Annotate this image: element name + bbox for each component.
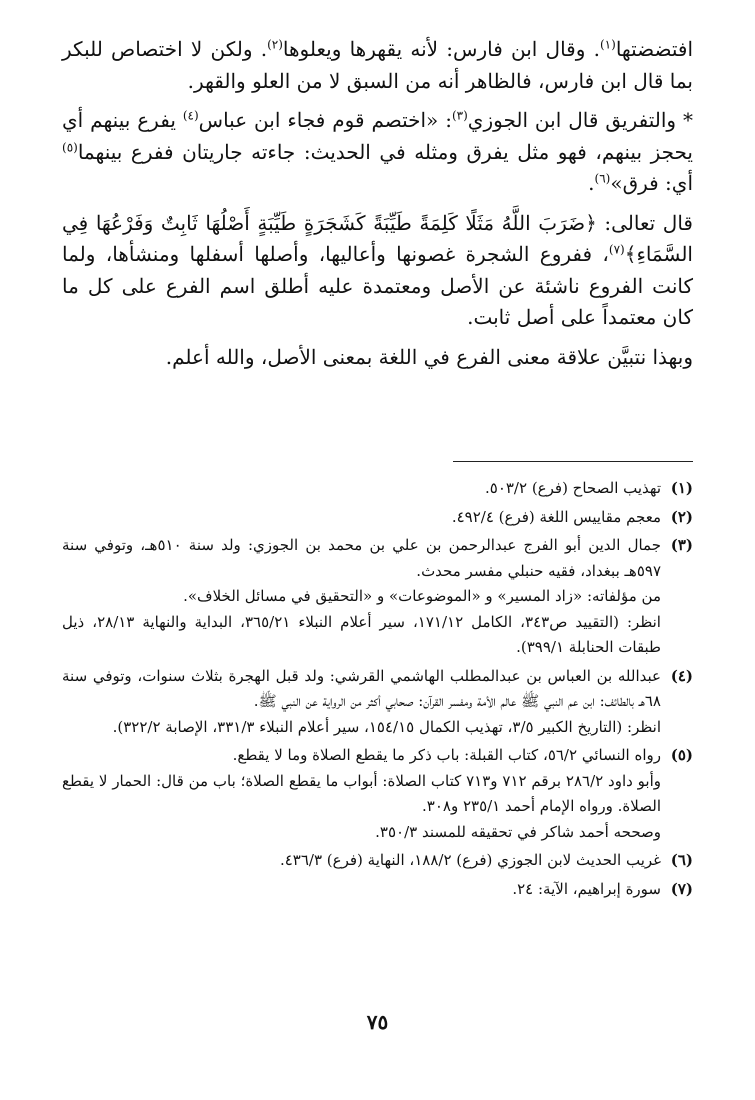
footnote-line: عبدالله بن العباس بن عبدالمطلب الهاشمي القرشي: ولد قبل الهجرة بثلاث سنوات، وتوفي سنة ٦٨هـ بالطائف: ابن عم النبي ﷺ عالم الأمة ومفسر القرآن: صحابي أكثر من الرواية عن النبي ﷺ. [62,666,661,710]
footnote-number: (٧) [670,879,693,898]
footnote-text [62,877,661,903]
footnote-item [62,877,693,903]
footnote-number: (٥) [670,746,693,764]
body-text-run: يفرع بينهم أي يحجز بينهم، فهو مثل يفرق ومثله في الحديث: جاءته جاريتان ففرع بينهما [62,108,693,164]
footnote-number: (٢) [670,507,693,526]
footnote-line: وصححه أحمد شاكر في تحقيقه للمسند ٣٥٠/٣. [375,822,661,841]
footnote-marker: (٣) [451,108,468,123]
footnote-marker: (٥) [62,139,78,154]
body-paragraph [62,34,693,97]
footnote-text [62,743,661,845]
body-paragraph [62,208,693,334]
main-text [62,34,693,381]
footnote-line: من مؤلفاته: «زاد المسير» و «الموضوعات» و «التحقيق في مسائل الخلاف». [183,587,661,605]
body-text-run: ، ففروع الشجرة غصونها وأعاليها، وأصلها أسفلها ومنشأها، ولما كانت الفروع ناشئة عن الأصل ومعتمدة عليه أطلق اسم الفرع على كل ما كان معتمداً على أصل ثابت. [62,242,693,329]
body-text-run: قال تعالى: [596,210,693,235]
footnote-separator [453,461,693,462]
page-number: ٧٥ [366,1010,389,1034]
footnote-line: انظر: (التاريخ الكبير ٣/٥، تهذيب الكمال ١٥٤/١٥، سير أعلام النبلاء ٣٣١/٣، الإصابة ٣٢٢/٢). [112,717,661,736]
footnote-line: وأبو داود ٢٨٦/٢ برقم ٧١٢ و٧١٣ كتاب الصلاة: أبواب ما يقطع الصلاة؛ باب من قال: الحمار لا يقطع الصلاة. ورواه الإمام أحمد ٢٣٥/١ و٣٠٨. [62,771,662,815]
body-text-run: افتضضتها [615,37,693,61]
body-text-run: أي: فرق» [610,171,693,195]
body-text-run: : «اختصم قوم فجاء ابن عباس [198,108,452,132]
body-text-run: . ولكن لا اختصاص للبكر بما قال ابن فارس، فالظاهر أنه من السبق لا من العلو والقهر. [62,37,693,93]
footnote-line: انظر: (التقييد ص٣٤٣، الكامل ١٧١/١٢، سير أعلام النبلاء ٣٦٥/٢١، البداية والنهاية ٢٨/١٣، ذيل طبقات الحنابلة ٣٩٩/١). [62,612,661,656]
quran-verse: ﴿ضَرَبَ اللَّهُ مَثَلًا كَلِمَةً طَيِّبَةً كَشَجَرَةٍ طَيِّبَةٍ أَصْلُهَا ثَابِتٌ وَفَرْعُهَا فِي السَّمَاءِ﴾ [62,210,693,266]
body-text-run: وبهذا نتبيَّن علاقة معنى الفرع في اللغة بمعنى الأصل، والله أعلم. [165,344,693,369]
footnote-marker: (٧) [608,242,625,257]
body-paragraph [62,105,693,200]
footnote-item [62,505,693,531]
footnote-line: معجم مقاييس اللغة (فرع) ٤٩٢/٤. [451,507,661,526]
footnote-text [62,476,661,502]
footnote-number: (١) [670,479,693,497]
footnote-item [62,476,693,502]
footnote-item [62,533,693,661]
footnote-line: غريب الحديث لابن الجوزي (فرع) ١٨٨/٢، النهاية (فرع) ٤٣٦/٣. [279,851,661,869]
body-text-run: . [588,171,595,195]
footnote-line: جمال الدين أبو الفرج عبدالرحمن بن علي بن محمد بن الجوزي: ولد سنة ٥١٠هـ، وتوفي سنة ٥٩٧هـ ببغداد، فقيه حنبلي مفسر محدث. [62,536,661,580]
footnote-line: رواه النسائي ٥٦/٢، كتاب القبلة: باب ذكر ما يقطع الصلاة وما لا يقطع. [232,746,661,764]
footnotes [62,476,693,905]
footnote-number: (٦) [670,851,693,869]
footnote-item [62,743,693,845]
body-text-run: * والتفريق قال ابن الجوزي [467,108,693,132]
footnote-item [62,664,693,741]
footnote-item [62,848,693,874]
footnote-marker: (٦) [594,171,611,186]
footnote-marker: (١) [599,37,616,52]
footnote-line: تهذيب الصحاح (فرع) ٥٠٣/٢. [484,479,661,497]
footnote-text [62,505,661,531]
body-text-run: . وقال ابن فارس: لأنه يقهرها ويعلوها [282,37,600,61]
footnote-line: سورة إبراهيم، الآية: ٢٤. [512,879,661,898]
footnote-text [62,664,661,741]
footnote-text [62,848,661,874]
footnote-marker: (٤) [182,108,199,123]
footnote-number: (٤) [670,666,693,685]
footnote-marker: (٢) [267,37,283,52]
body-paragraph [62,342,693,374]
footnote-text [62,533,661,661]
footnote-number: (٣) [670,536,693,554]
